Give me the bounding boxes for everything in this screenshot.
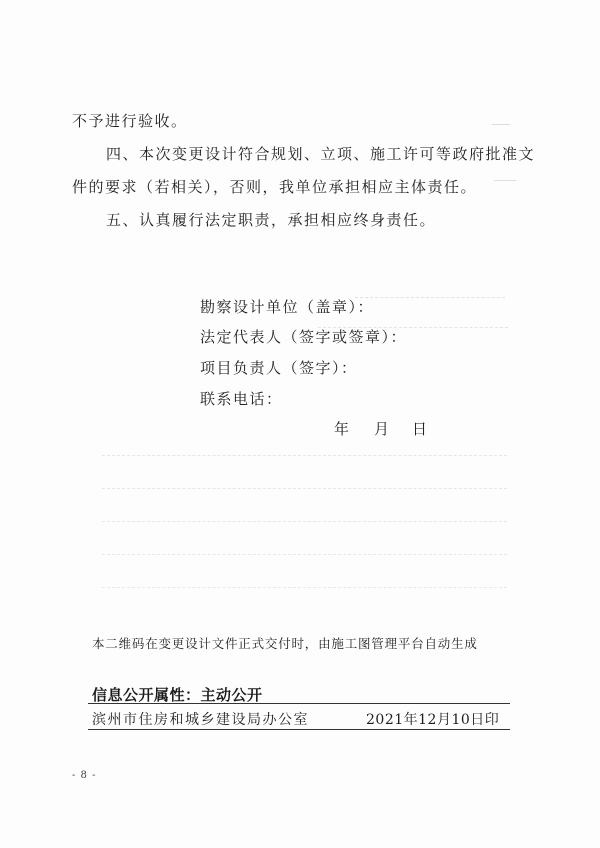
- body-text-line: 五、认真履行法定职责，承担相应终身责任。: [106, 211, 437, 229]
- bleed-through-mark: [494, 180, 516, 182]
- issuing-office: 滨州市住房和城乡建设局办公室: [92, 712, 309, 728]
- signature-legal-rep-field: 法定代表人（签字或签章）：: [200, 328, 408, 346]
- signature-unit-field: 勘察设计单位（盖章）：: [200, 298, 375, 316]
- signature-project-lead-field: 项目负责人（签字）：: [200, 359, 358, 377]
- body-text-line: 件的要求（若相关），否则，我单位承担相应主体责任。: [72, 178, 478, 196]
- date-year-label: 年: [334, 420, 350, 438]
- bleed-through-mark: [102, 455, 507, 457]
- bleed-through-mark: [102, 488, 507, 490]
- bleed-through-mark: [102, 521, 507, 523]
- qr-code-note: 本二维码在变更设计文件正式交付时，由施工图管理平台自动生成: [92, 636, 478, 651]
- bleed-through-mark: [102, 587, 507, 589]
- body-text-line: 四、本次变更设计符合规划、立项、施工许可等政府批准文: [106, 145, 536, 163]
- body-text-line: 不予进行验收。: [72, 112, 188, 130]
- date-day-label: 日: [412, 420, 428, 438]
- bleed-through-mark: [102, 554, 507, 556]
- page-number: - 8 -: [72, 770, 97, 781]
- bleed-through-mark: [492, 124, 510, 126]
- print-date: 2021年12月10日印: [366, 712, 500, 728]
- footer-rule-top: [88, 703, 510, 704]
- signature-phone-field: 联系电话：: [200, 390, 283, 408]
- footer-rule-bottom: [88, 729, 510, 730]
- date-month-label: 月: [374, 420, 390, 438]
- bleed-through-mark: [355, 297, 505, 299]
- disclosure-attribute: 信息公开属性：主动公开: [92, 686, 263, 704]
